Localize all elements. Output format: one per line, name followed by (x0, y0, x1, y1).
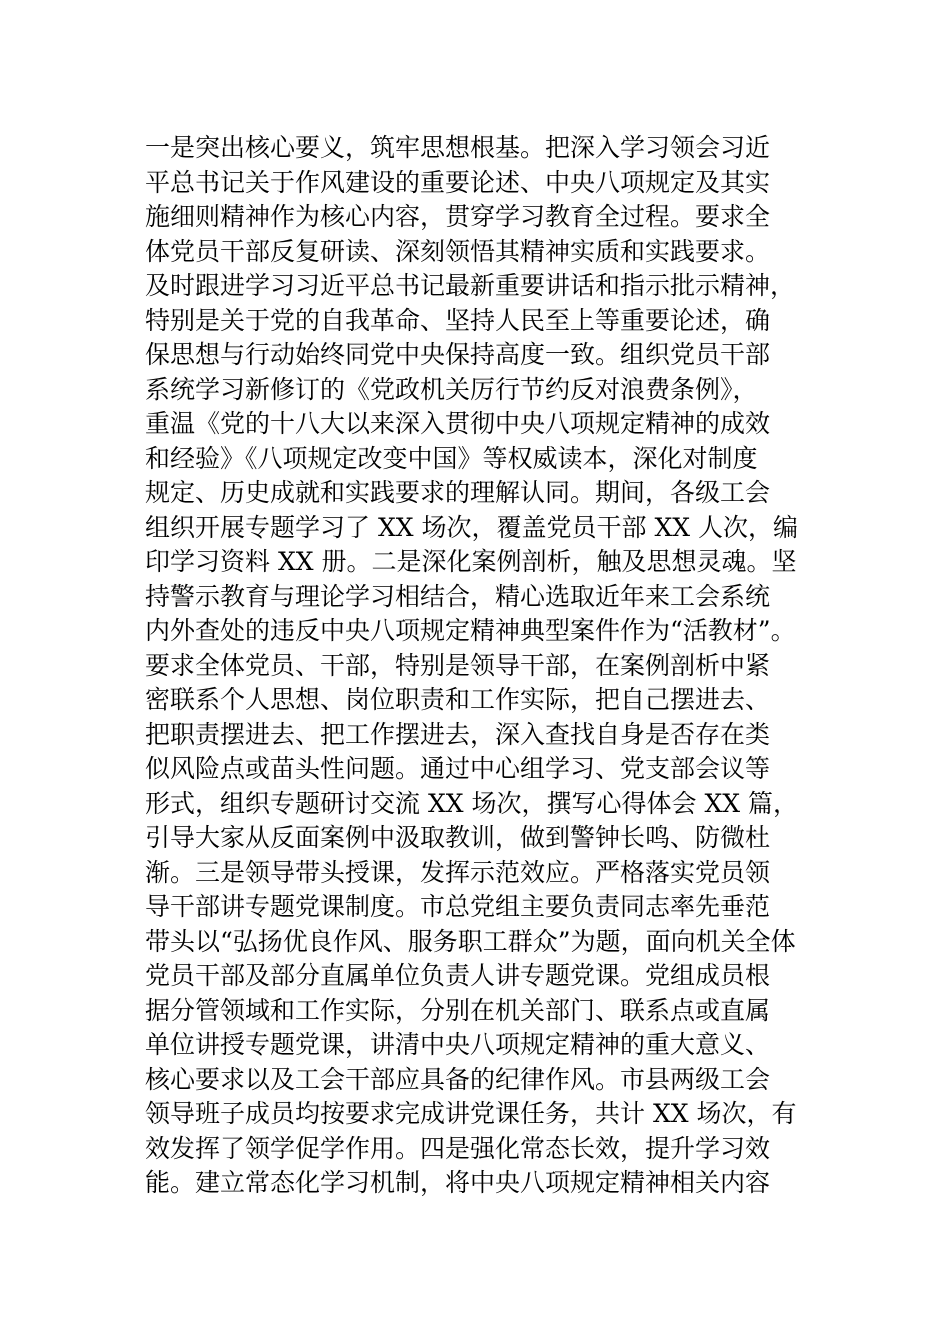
text-line: 施细则精神作为核心内容，贯穿学习教育全过程。要求全 (145, 202, 771, 231)
text-line: 能。建立常态化学习机制，将中央八项规定精神相关内容 (145, 1168, 771, 1197)
text-line: 系统学习新修订的《党政机关厉行节约反对浪费条例》， (145, 374, 758, 404)
text-line: 和经验》《八项规定改变中国》等权威读本，深化对制度 (145, 443, 758, 473)
text-line: 渐。三是领导带头授课，发挥示范效应。严格落实党员领 (145, 857, 771, 887)
text-line: 组织开展专题学习了 XX 场次，覆盖党员干部 XX 人次，编 (145, 512, 798, 542)
text-line: 把职责摆进去、把工作摆进去，深入查找自身是否存在类 (145, 719, 771, 749)
text-line: 要求全体党员、干部，特别是领导干部，在案例剖析中紧 (145, 650, 771, 680)
text-line: 党员干部及部分直属单位负责人讲专题党课。党组成员根 (145, 961, 771, 990)
text-line: 体党员干部反复研读、深刻领悟其精神实质和实践要求。 (145, 236, 771, 266)
text-line: 保思想与行动始终同党中央保持高度一致。组织党员干部 (145, 340, 771, 369)
text-line: 核心要求以及工会干部应具备的纪律作风。市县两级工会 (145, 1064, 771, 1094)
text-line: 持警示教育与理论学习相结合，精心选取近年来工会系统 (145, 581, 771, 611)
text-line: 带头以“弘扬优良作风、服务职工群众”为题，面向机关全体 (145, 926, 796, 956)
text-line: 导干部讲专题党课制度。市总党组主要负责同志率先垂范 (145, 892, 771, 921)
text-line: 形式，组织专题研讨交流 XX 场次，撰写心得体会 XX 篇， (145, 788, 798, 818)
text-line: 内外查处的违反中央八项规定精神典型案件作为“活教材”。 (145, 616, 796, 645)
text-line: 平总书记关于作风建设的重要论述、中央八项规定及其实 (145, 167, 771, 197)
text-line: 引导大家从反面案例中汲取教训，做到警钟长鸣、防微杜 (145, 823, 771, 852)
text-line: 印学习资料 XX 册。二是深化案例剖析，触及思想灵魂。坚 (145, 547, 797, 576)
text-line: 及时跟进学习习近平总书记最新重要讲话和指示批示精神， (145, 271, 796, 300)
text-line: 特别是关于党的自我革命、坚持人民至上等重要论述，确 (145, 305, 771, 335)
text-line: 密联系个人思想、岗位职责和工作实际，把自己摆进去、 (145, 685, 771, 714)
text-line: 一是突出核心要义，筑牢思想根基。把深入学习领会习近 (145, 133, 771, 162)
text-line: 领导班子成员均按要求完成讲党课任务，共计 XX 场次，有 (145, 1099, 797, 1128)
body-text (145, 131, 825, 1201)
text-line: 规定、历史成就和实践要求的理解认同。期间，各级工会 (145, 478, 771, 507)
text-line: 似风险点或苗头性问题。通过中心组学习、党支部会议等 (145, 754, 771, 783)
text-line: 效发挥了领学促学作用。四是强化常态长效，提升学习效 (145, 1133, 771, 1163)
text-line: 重温《党的十八大以来深入贯彻中央八项规定精神的成效 (145, 409, 771, 438)
text-line: 据分管领域和工作实际，分别在机关部门、联系点或直属 (145, 995, 771, 1025)
text-line: 单位讲授专题党课，讲清中央八项规定精神的重大意义、 (145, 1030, 771, 1059)
